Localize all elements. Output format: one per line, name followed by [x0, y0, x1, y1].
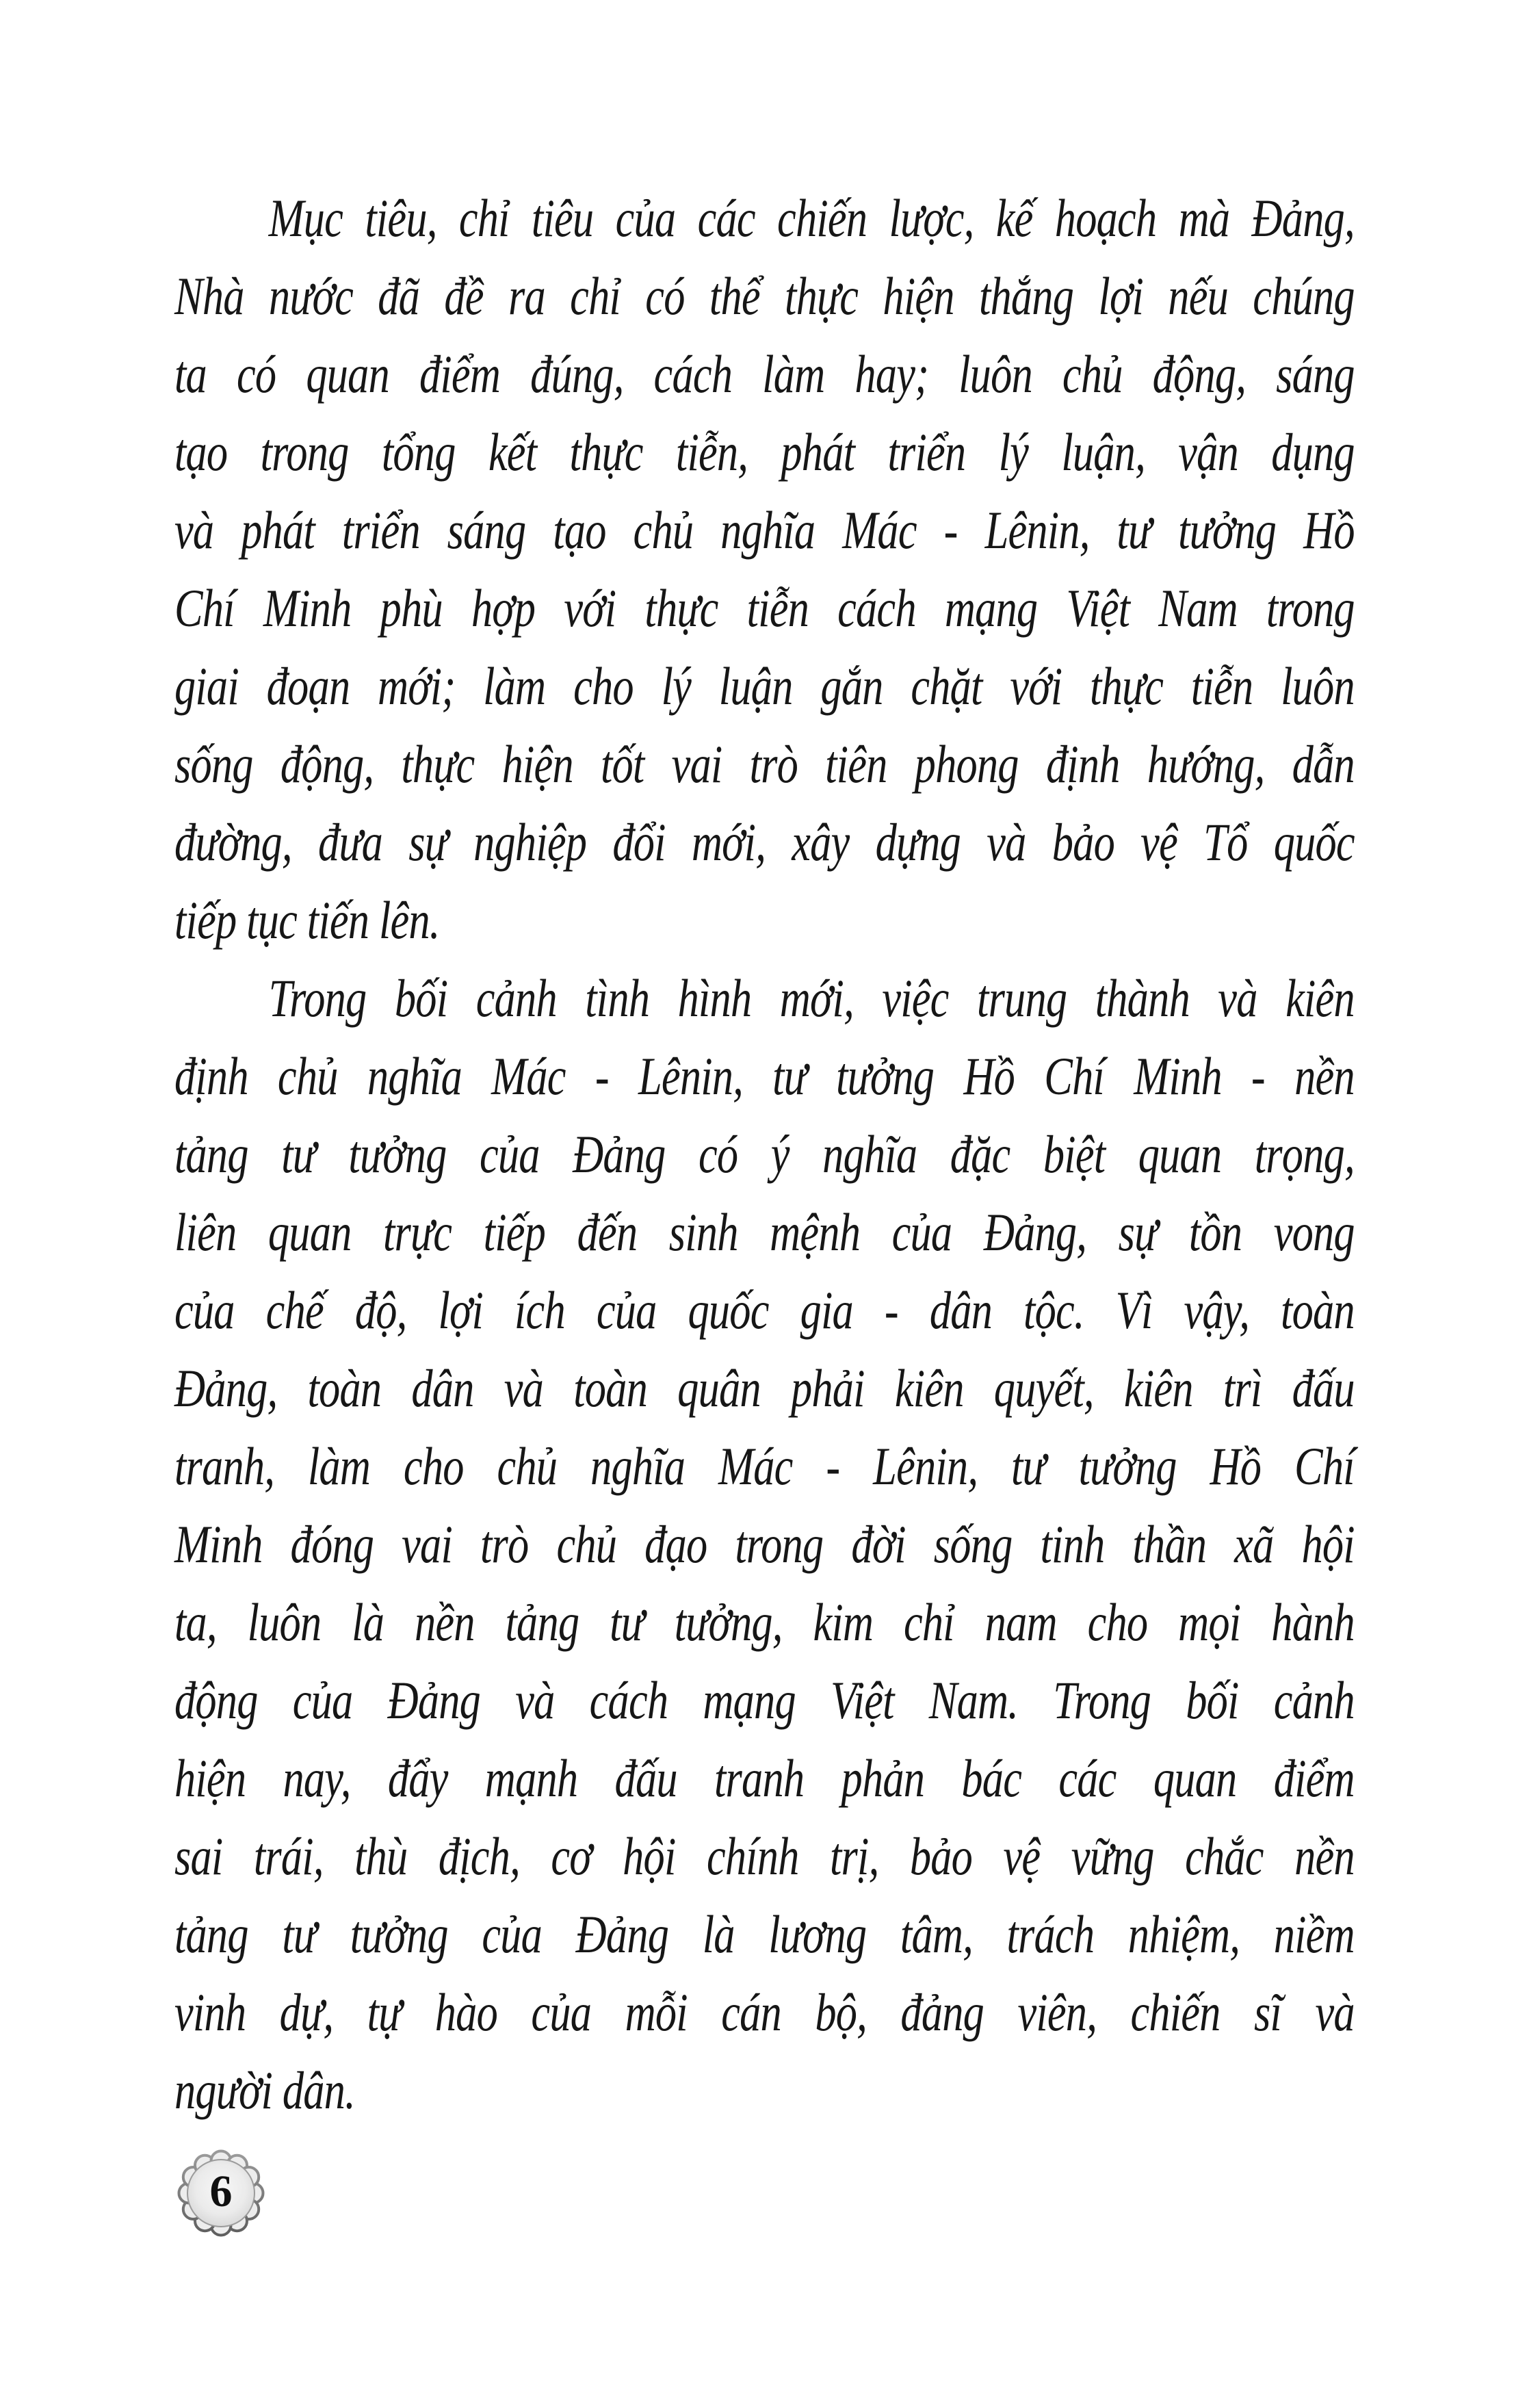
text-line: hiện nay, đẩy mạnh đấu tranh phản bác các quan điểm	[174, 1748, 1355, 1808]
text-line: người dân.	[174, 2060, 355, 2120]
text-line: tiếp tục tiến lên.	[174, 890, 440, 950]
text-line: ta, luôn là nền tảng tư tưởng, kim chỉ nam cho mọi hành	[174, 1592, 1355, 1652]
text-line: động của Đảng và cách mạng Việt Nam. Trong bối cảnh	[174, 1670, 1355, 1730]
text-line: Trong bối cảnh tình hình mới, việc trung thành và kiên	[268, 968, 1355, 1028]
text-line: sống động, thực hiện tốt vai trò tiên phong định hướng, dẫn	[174, 734, 1355, 794]
text-line: tảng tư tưởng của Đảng có ý nghĩa đặc biệt quan trọng,	[174, 1124, 1355, 1184]
text-line: và phát triển sáng tạo chủ nghĩa Mác - Lênin, tư tưởng Hồ	[174, 500, 1355, 560]
text-line: liên quan trực tiếp đến sinh mệnh của Đảng, sự tồn vong	[174, 1202, 1355, 1262]
text-line: Đảng, toàn dân và toàn quân phải kiên quyết, kiên trì đấu	[174, 1358, 1355, 1418]
text-line: Mục tiêu, chỉ tiêu của các chiến lược, kế hoạch mà Đảng,	[268, 188, 1355, 248]
text-line: giai đoạn mới; làm cho lý luận gắn chặt với thực tiễn luôn	[174, 656, 1355, 716]
text-line: tạo trong tổng kết thực tiễn, phát triển lý luận, vận dụng	[174, 422, 1355, 482]
text-line: sai trái, thù địch, cơ hội chính trị, bảo vệ vững chắc nền	[174, 1826, 1355, 1886]
text-line: tảng tư tưởng của Đảng là lương tâm, trách nhiệm, niềm	[174, 1904, 1355, 1964]
paragraph	[174, 959, 1355, 2129]
text-line: của chế độ, lợi ích của quốc gia - dân tộc. Vì vậy, toàn	[174, 1280, 1355, 1340]
text-line: đường, đưa sự nghiệp đổi mới, xây dựng và bảo vệ Tổ quốc	[174, 812, 1355, 872]
page-number-badge	[177, 2149, 265, 2237]
body-text	[174, 179, 1355, 2129]
text-line: Minh đóng vai trò chủ đạo trong đời sống tinh thần xã hội	[174, 1514, 1355, 1574]
page-number: 6	[209, 2166, 233, 2216]
text-line: vinh dự, tự hào của mỗi cán bộ, đảng viên, chiến sĩ và	[174, 1982, 1355, 2042]
text-line: ta có quan điểm đúng, cách làm hay; luôn chủ động, sáng	[174, 344, 1355, 404]
text-line: định chủ nghĩa Mác - Lênin, tư tưởng Hồ Chí Minh - nền	[174, 1046, 1355, 1106]
text-line: Chí Minh phù hợp với thực tiễn cách mạng Việt Nam trong	[174, 578, 1355, 638]
paragraph	[174, 179, 1355, 959]
text-line: Nhà nước đã đề ra chỉ có thể thực hiện thắng lợi nếu chúng	[174, 266, 1355, 326]
text-line: tranh, làm cho chủ nghĩa Mác - Lênin, tư tưởng Hồ Chí	[174, 1436, 1355, 1496]
